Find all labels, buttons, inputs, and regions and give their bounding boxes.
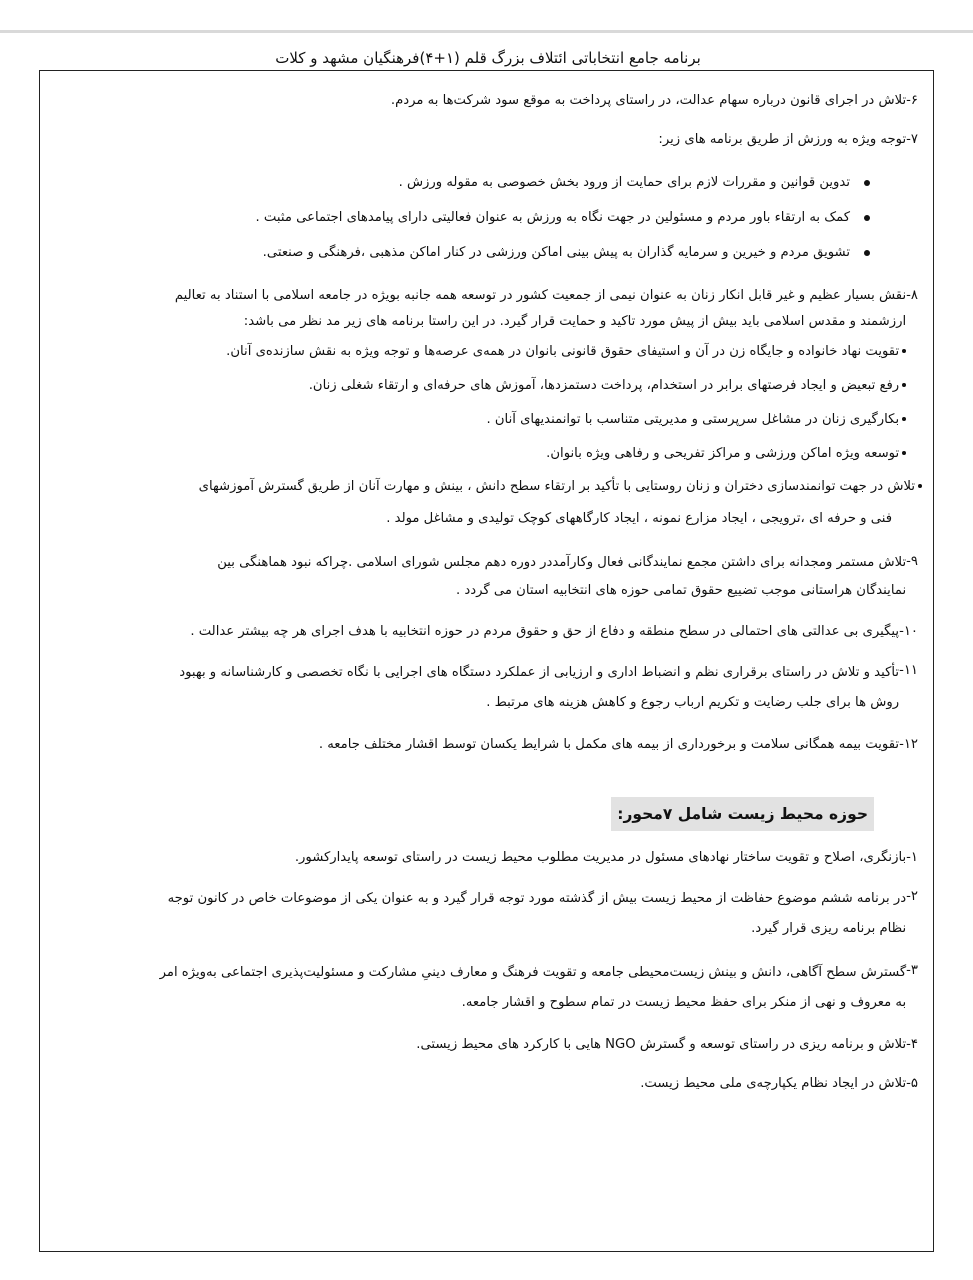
item-12 [52,732,918,757]
bullet-item: توسعه ویژه اماکن ورزشی و مراکز تفریحی و رفاهی ویژه بانوان. [52,437,906,471]
bullet-continuation: فنی و حرفه ای ،ترویجی ، ایجاد مزارع نمونه ، ایجاد کارگاههای کوچک تولیدی و مشاغل مولد . [386,511,892,526]
bullet-icon [864,215,870,221]
bullet-icon [902,383,906,387]
document-body [52,88,918,1096]
item-line: تلاش مستمر ومجدانه برای داشتن مجمع نمایندگانی فعال وکارآمددر دوره دهم مجلس شورای اسلامی .چراکه نبود هماهنگی بین [217,555,907,570]
item-11 [52,658,918,718]
bullet-icon [902,451,906,455]
page-title: برنامه جامع انتخاباتی ائتلاف بزرگ قلم (۱+۴)فرهنگیان مشهد و کلات [275,49,701,67]
item-line: نظام برنامه ریزی قرار گیرد. [751,921,907,936]
bullet-icon [902,349,906,353]
item-number: ۹- [906,554,918,569]
env-item-3 [52,958,918,1018]
item-number: ۴- [906,1037,918,1052]
bullet-item: رفع تبعیض و ایجاد فرصتهای برابر در استخدام، پرداخت دستمزدها، آموزش های حرفه‌ای و ارتقاء شغلی زنان. [52,369,906,403]
env-item-4 [52,1032,918,1057]
item-line: روش ها برای جلب رضایت و تکریم ارباب رجوع و کاهش هزینه های مرتبط . [486,695,900,710]
top-divider [0,30,973,33]
item-line: تأکید و تلاش در راستای برقراری نظم و انضباط اداری و ارزیابی از عملکرد دستگاه های اجرایی با نگاه تخصصی و کارشناسانه و بهبود [179,665,900,680]
item-number: ۵- [906,1076,918,1091]
item-6 [52,88,918,113]
bullet-icon [864,180,870,186]
bullet-icon [902,417,906,421]
item-number: ۱۱- [899,663,918,678]
bullet-icon [864,250,870,256]
bullet-item: کمک به ارتقاء باور مردم و مسئولین در جهت نگاه به ورزش به عنوان فعالیتی دارای پیامدهای اجتماعی مثبت . [52,205,918,230]
item-number: ۶- [906,93,918,108]
item-number: ۳- [906,963,918,978]
item-7 [52,127,918,152]
env-item-5 [52,1071,918,1096]
item-line: تلاش و برنامه ریزی در راستای توسعه و گسترش NGO هایی با کارکرد های محیط زیستی. [416,1037,907,1052]
item-line: نقش بسیار عظیم و غیر قابل انکار زنان به عنوان نیمی از جمعیت کشور در توسعه همه جانبه بویژه در جامعه اسلامی با استناد به تعالیم [174,288,907,303]
item-number: ۱۰- [899,624,918,639]
item-line: گسترش سطح آگاهی، دانش و بینش زیست‌محیطی جامعه و تقویت فرهنگ و معارف دینیِ مشارکت و مسئولیت‌پذیری اجتماعی به‌ویژه امر [159,965,907,980]
item-10 [52,619,918,644]
bullet-item: تدوین قوانین و مقررات لازم برای حمایت از ورود بخش خصوصی به مقوله ورزش . [52,170,918,195]
env-item-1 [52,845,918,870]
item-line: به معروف و نهی از منکر برای حفظ محیط زیست در تمام سطوح و اقشار جامعه. [461,995,907,1010]
item-line: تلاش در ایجاد نظام یکپارچه‌ی ملی محیط زیست. [640,1076,907,1091]
bullet-item: تشویق مردم و خیرین و سرمایه گذاران به پیش بینی اماکن ورزشی در کنار اماکن مذهبی ،فرهنگی و صنعتی. [52,240,918,265]
item-number: ۲- [906,889,918,904]
item-line: نمایندگان هراستانی موجب تضییع حقوق تمامی حوزه های انتخابیه استان می گردد . [456,583,907,598]
env-item-2 [52,884,918,944]
item-line: تقویت بیمه همگانی سلامت و برخورداری از بیمه های مکمل با شرایط یکسان توسط اقشار مختلف جامعه . [318,737,900,752]
item-line: در برنامه ششم موضوع حفاظت از محیط زیست بیش از گذشته مورد توجه قرار گیرد و به عنوان یکی از موضوعات خاص در کانون توجه [167,891,907,906]
bullet-item: بکارگیری زنان در مشاغل سرپرستی و مدیریتی متناسب با توانمندیهای آنان . [52,403,906,437]
bullet-icon [918,484,922,488]
item-number: ۸- [906,288,918,303]
item-8 [52,283,918,471]
item-number: ۱۲- [899,737,918,752]
item-line: تلاش در اجرای قانون درباره سهام عدالت، در راستای پرداخت به موقع سود شرکت‌ها به مردم. [390,93,907,108]
section-title: حوزه محیط زیست شامل ۷محور: [611,797,874,831]
item-line: پیگیری بی عدالتی های احتمالی در سطح منطقه و دفاع از حق و حقوق مردم در حوزه انتخابیه با هدف اجرای هر چه بیشتر عدالت . [190,624,900,639]
bullet-item: تلاش در جهت توانمندسازی دختران و زنان روستایی با تأکید بر ارتقاء سطح دانش ، بینش و مهارت آنان از طریق گسترش آموزشهای [52,471,922,503]
item-line: توجه ویژه به ورزش از طریق برنامه های زیر: [658,132,907,147]
bullet-item: تقویت نهاد خانواده و جایگاه زن در آن و استیفای حقوق قانونی بانوان در همه‌ی عرصه‌ها و توجه ویژه به نقش سازنده‌ی آنان. [52,335,906,369]
item-line: ارزشمند و مقدس اسلامی باید بیش از پیش مورد تاکید و حمایت قرار گیرد. در این راستا برنامه های زیر مد نظر می باشد: [243,314,907,329]
item-number: ۱- [906,850,918,865]
item-number: ۷- [906,132,918,147]
item-line: بازنگری، اصلاح و تقویت ساختار نهادهای مسئول در مدیریت مطلوب محیط زیست در راستای توسعه پایدارکشور. [294,850,907,865]
item-9 [52,549,918,605]
